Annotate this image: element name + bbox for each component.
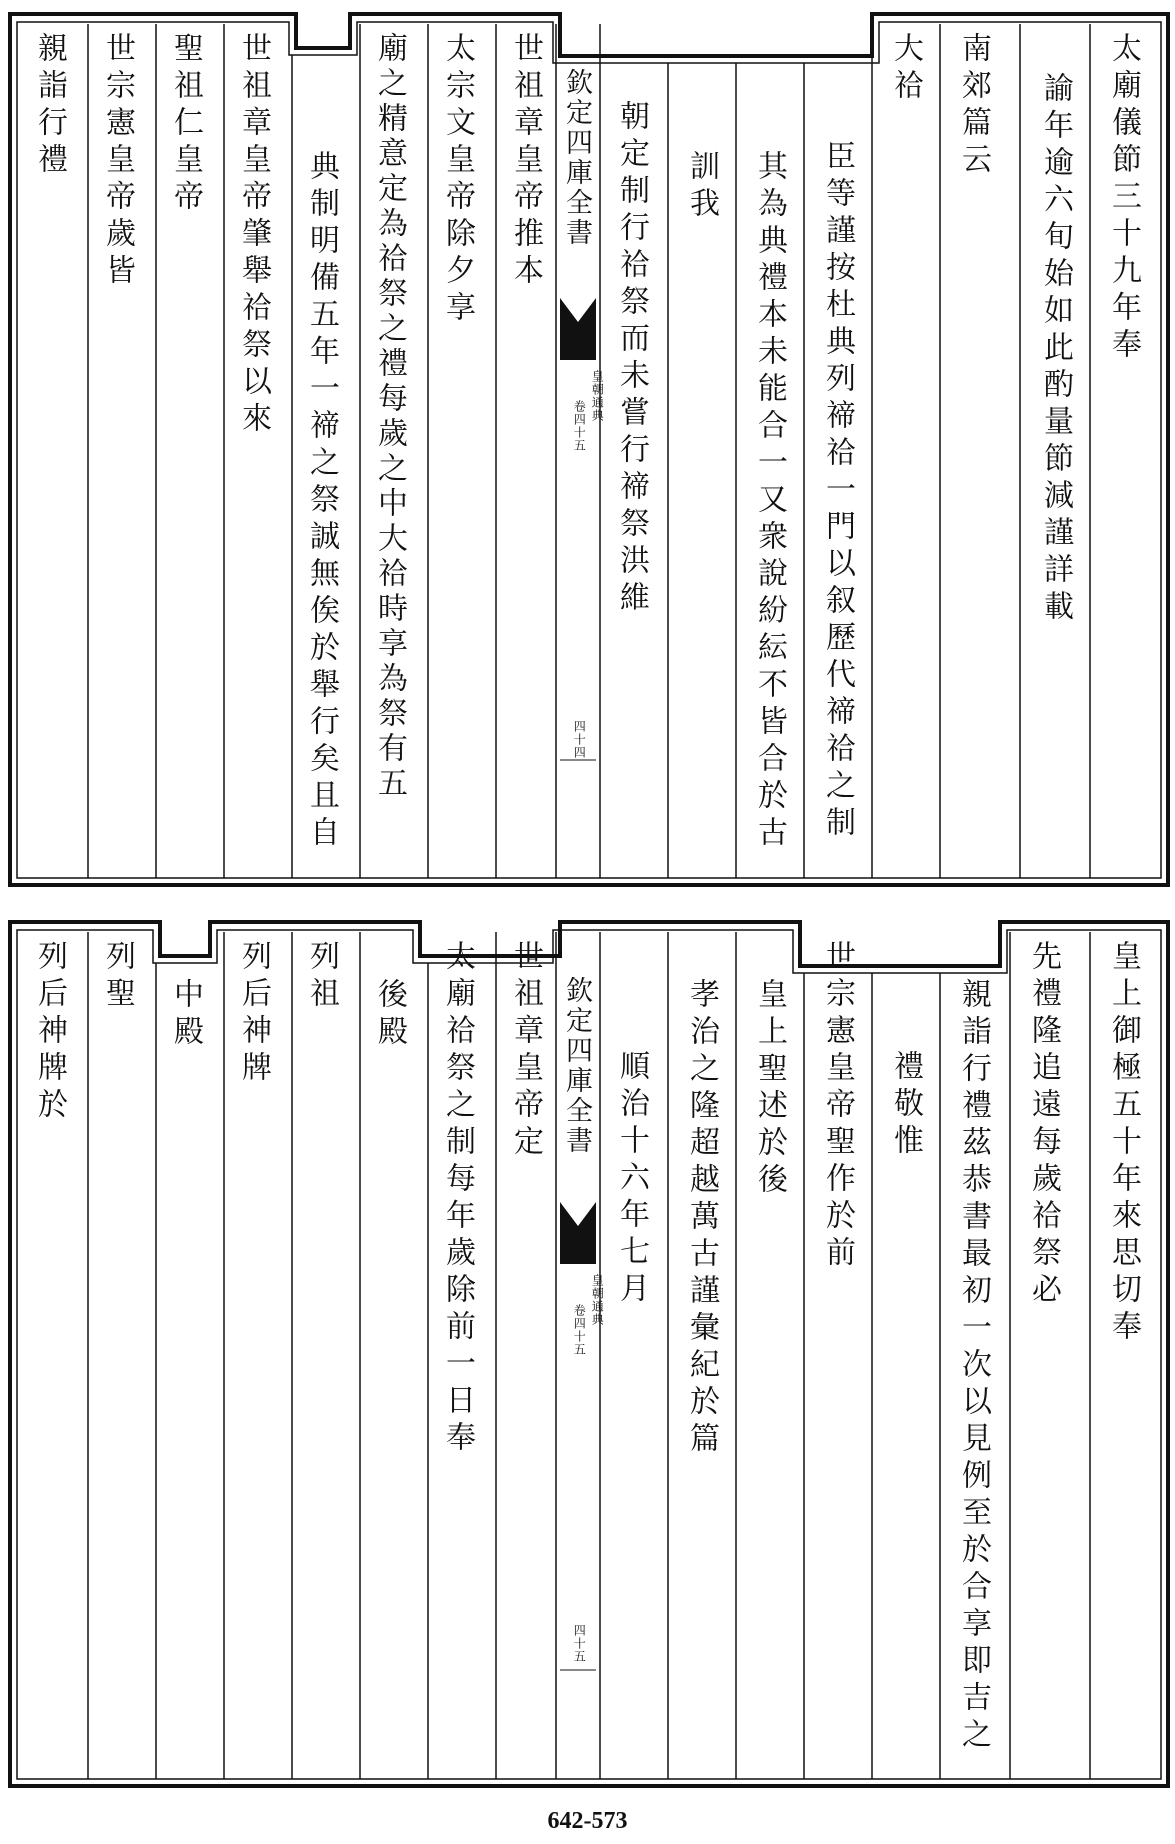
text-column: 世祖章皇帝推本 bbox=[508, 32, 543, 291]
gutter-page-number: 四十四 bbox=[572, 720, 587, 759]
text-column: 先禮隆追遠每歲祫祭必 bbox=[1026, 940, 1061, 1310]
text-column: 南郊篇云 bbox=[956, 32, 991, 180]
text-column: 親詣行禮 bbox=[32, 32, 67, 180]
text-column: 列祖 bbox=[304, 940, 339, 1014]
gutter-book-title: 欽定四庫全書 bbox=[561, 68, 592, 248]
gutter-volume-note: 卷四十五 bbox=[572, 400, 587, 452]
text-column: 太宗文皇帝除夕享 bbox=[440, 32, 475, 328]
bottom-page bbox=[0, 910, 1175, 1800]
text-column: 廟之精意定為祫祭之禮每歲之中大祫時享為祭有五 bbox=[372, 32, 407, 802]
gutter-section-note: 皇朝通典 bbox=[590, 370, 605, 422]
text-column: 臣等謹按杜典列禘祫一門以叙歷代禘祫之制 bbox=[820, 140, 855, 843]
text-column: 太廟儀節三十九年奉 bbox=[1106, 32, 1141, 365]
text-column: 世宗憲皇帝歲皆 bbox=[100, 32, 135, 291]
text-column: 世祖章皇帝定 bbox=[508, 940, 543, 1162]
footer-page-number: 642-573 bbox=[547, 1808, 628, 1834]
text-column: 諭年逾六旬始如此酌量節減謹詳載 bbox=[1038, 72, 1073, 627]
text-column: 太廟祫祭之制每年歲除前一日奉 bbox=[440, 940, 475, 1458]
text-column: 大祫 bbox=[888, 32, 923, 106]
text-column: 親詣行禮茲恭書最初一次以見例至於合享即吉之 bbox=[956, 978, 991, 1755]
fishtail-mark bbox=[560, 1202, 596, 1264]
text-column: 中殿 bbox=[168, 978, 203, 1052]
text-column: 朝定制行祫祭而未嘗行禘祭洪維 bbox=[614, 100, 649, 618]
text-column: 世宗憲皇帝聖作於前 bbox=[820, 940, 855, 1273]
text-column: 皇上聖述於後 bbox=[752, 978, 787, 1200]
text-column: 訓我 bbox=[684, 150, 719, 224]
text-column: 孝治之隆超越萬古謹彙紀於篇 bbox=[684, 978, 719, 1459]
text-column: 後殿 bbox=[372, 978, 407, 1052]
fishtail-mark bbox=[560, 298, 596, 360]
top-page bbox=[0, 0, 1175, 900]
gutter-section-note: 皇朝通典 bbox=[590, 1274, 605, 1326]
text-column: 列后神牌於 bbox=[32, 940, 67, 1125]
text-column: 皇上御極五十年來思切奉 bbox=[1106, 940, 1141, 1347]
text-column: 其為典禮本未能合一又衆說紛紜不皆合於古 bbox=[752, 150, 787, 853]
text-column: 順治十六年七月 bbox=[614, 1050, 649, 1309]
text-column: 典制明備五年一禘之祭誠無俟於舉行矣且自 bbox=[304, 150, 339, 853]
gutter-page-number: 四十五 bbox=[572, 1624, 587, 1663]
text-column: 世祖章皇帝肇舉祫祭以來 bbox=[236, 32, 271, 439]
text-column: 禮敬惟 bbox=[888, 1050, 923, 1161]
gutter-volume-note: 卷四十五 bbox=[572, 1304, 587, 1356]
gutter-book-title: 欽定四庫全書 bbox=[561, 976, 592, 1156]
text-column: 列后神牌 bbox=[236, 940, 271, 1088]
text-column: 列聖 bbox=[100, 940, 135, 1014]
text-column: 聖祖仁皇帝 bbox=[168, 32, 203, 217]
